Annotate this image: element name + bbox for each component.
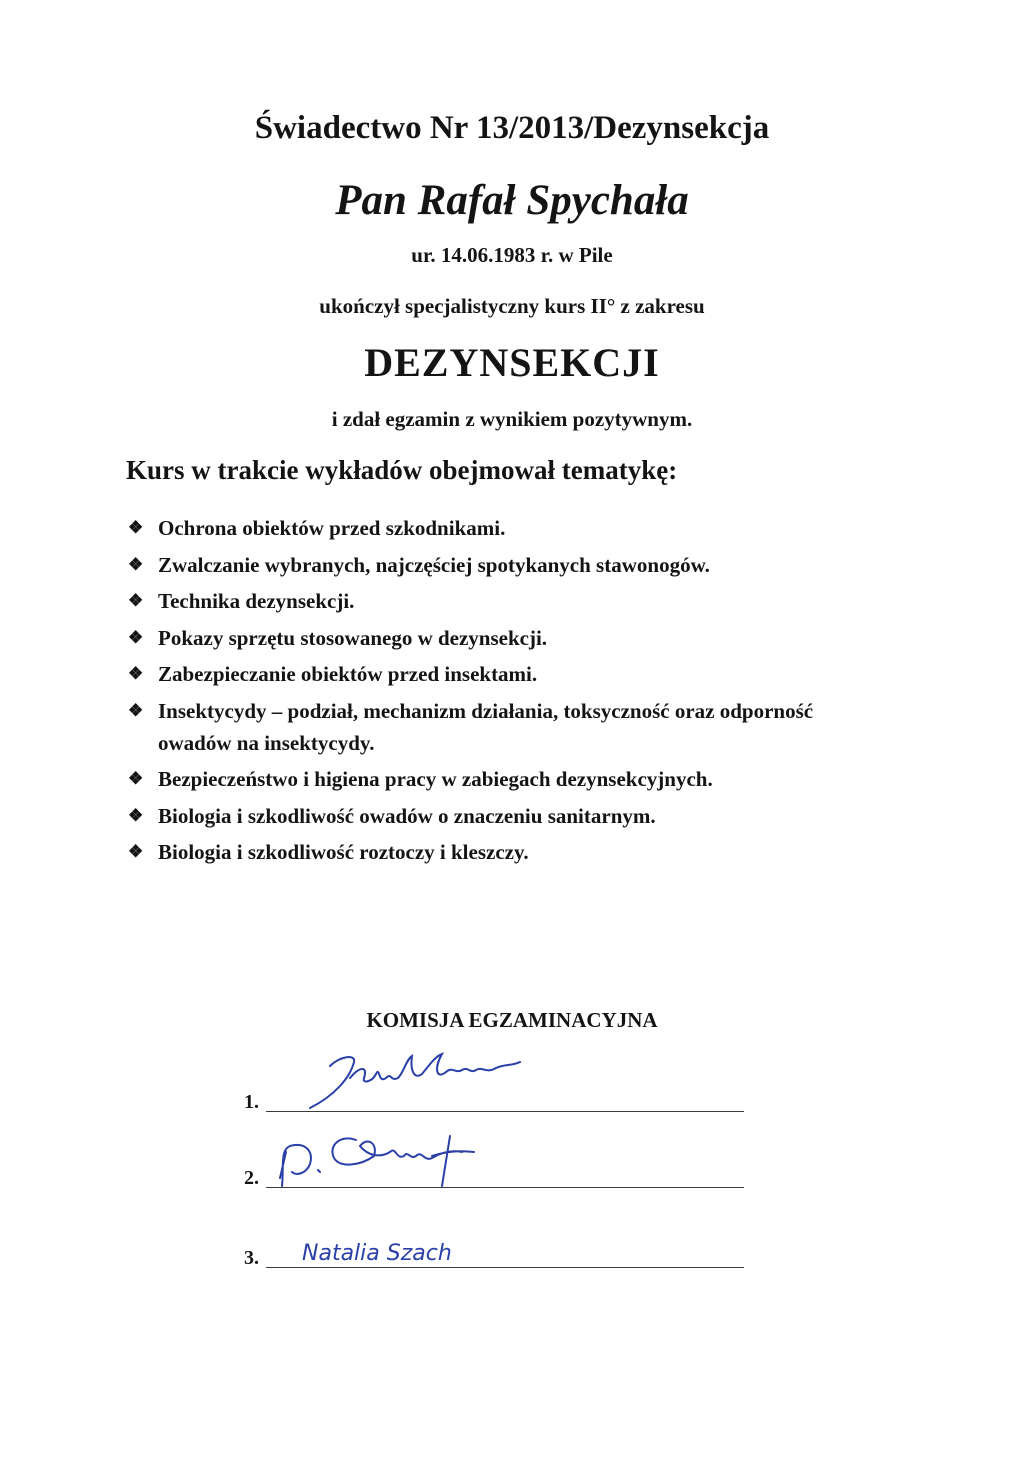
topic-text: Pokazy sprzętu stosowanego w dezynsekcji. bbox=[158, 625, 548, 650]
signature-number: 1. bbox=[244, 1091, 259, 1113]
diamond-bullet-icon: ❖ bbox=[128, 591, 144, 610]
topic-item bbox=[126, 622, 846, 654]
signature-row bbox=[244, 1054, 744, 1114]
handwritten-signature-3: Natalia Szach bbox=[302, 1241, 452, 1266]
signature-line bbox=[266, 1267, 744, 1268]
signature-number: 2. bbox=[244, 1167, 259, 1189]
committee-heading: KOMISJA EGZAMINACYJNA bbox=[366, 1008, 658, 1032]
signature-row bbox=[244, 1130, 744, 1190]
diamond-bullet-icon: ❖ bbox=[128, 842, 144, 861]
topic-text: Insektycydy – podział, mechanizm działania, toksyczność oraz odporność owadów na insektycydy. bbox=[158, 698, 814, 755]
birth-info: ur. 14.06.1983 r. w Pile bbox=[411, 243, 613, 267]
diamond-bullet-icon: ❖ bbox=[128, 664, 144, 683]
topics-intro: Kurs w trakcie wykładów obejmował tematykę: bbox=[126, 455, 678, 485]
handwritten-signature-1 bbox=[264, 1044, 564, 1114]
topic-item bbox=[126, 763, 846, 795]
topic-text: Biologia i szkodliwość owadów o znaczeniu sanitarnym. bbox=[158, 803, 656, 828]
topic-item bbox=[126, 585, 846, 617]
course-subject: DEZYNSEKCJI bbox=[364, 340, 660, 385]
handwritten-signature-2 bbox=[264, 1116, 564, 1190]
topic-item bbox=[126, 800, 846, 832]
topic-item bbox=[126, 695, 846, 759]
topic-text: Zabezpieczanie obiektów przed insektami. bbox=[158, 662, 538, 686]
topic-item bbox=[126, 549, 846, 581]
recipient-name: Pan Rafał Spychała bbox=[335, 177, 689, 224]
diamond-bullet-icon: ❖ bbox=[128, 700, 144, 720]
topic-text: Zwalczanie wybranych, najczęściej spotykanych stawonogów. bbox=[158, 552, 710, 577]
diamond-bullet-icon: ❖ bbox=[128, 805, 144, 825]
course-info: ukończył specjalistyczny kurs II° z zakresu bbox=[319, 294, 705, 318]
topics-list bbox=[126, 512, 846, 873]
diamond-bullet-icon: ❖ bbox=[128, 554, 144, 574]
diamond-bullet-icon: ❖ bbox=[128, 627, 144, 647]
topic-item bbox=[126, 512, 846, 544]
certificate-title: Świadectwo Nr 13/2013/Dezynsekcja bbox=[254, 110, 770, 146]
topic-item bbox=[126, 836, 846, 868]
topic-text: Technika dezynsekcji. bbox=[158, 589, 355, 613]
diamond-bullet-icon: ❖ bbox=[128, 769, 144, 788]
diamond-bullet-icon: ❖ bbox=[128, 518, 144, 537]
topic-text: Bezpieczeństwo i higiena pracy w zabiegach dezynsekcyjnych. bbox=[158, 767, 713, 791]
topic-text: Biologia i szkodliwość roztoczy i kleszczy. bbox=[158, 840, 529, 864]
exam-result: i zdał egzamin z wynikiem pozytywnym. bbox=[331, 407, 693, 431]
signature-row bbox=[244, 1210, 744, 1270]
signature-number: 3. bbox=[244, 1247, 259, 1269]
topic-item bbox=[126, 658, 846, 690]
topic-text: Ochrona obiektów przed szkodnikami. bbox=[158, 516, 506, 540]
